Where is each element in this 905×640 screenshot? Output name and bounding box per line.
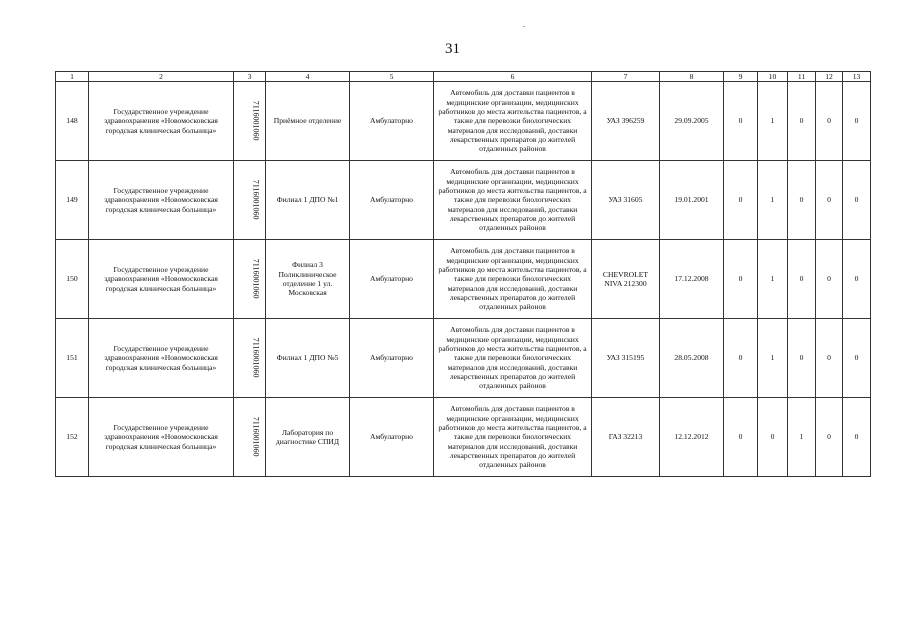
count-cell: 0 — [843, 161, 871, 240]
vehicle-purpose: Автомобиль для доставки пациентов в медицинские организации, медицинских работников до места жительства пациентов, а также для перевозки биологических материалов для исследований, доставки лекарственных препаратов до жителей отдаленных районов — [434, 398, 592, 477]
row-number: 152 — [56, 398, 89, 477]
count-cell: 0 — [843, 240, 871, 319]
subdivision: Лаборатория по диагностике СПИД — [266, 398, 350, 477]
column-number: 1 — [56, 72, 89, 82]
page-number: 31 — [445, 41, 460, 57]
subdivision: Приёмное отделение — [266, 82, 350, 161]
column-number: 10 — [758, 72, 788, 82]
count-cell: 0 — [724, 319, 758, 398]
column-number: 13 — [843, 72, 871, 82]
table-row — [56, 398, 871, 477]
care-form: Амбулаторно — [350, 82, 434, 161]
inn-code: 7116001060 — [251, 101, 261, 141]
table-row — [56, 82, 871, 161]
count-cell: 0 — [816, 319, 843, 398]
issue-date: 29.09.2005 — [660, 82, 724, 161]
count-cell: 0 — [788, 82, 816, 161]
vehicle-table — [55, 71, 871, 477]
vehicle-model: УАЗ 315195 — [592, 319, 660, 398]
subdivision: Филиал 1 ДПО №1 — [266, 161, 350, 240]
inn-code: 7116001060 — [251, 180, 261, 220]
count-cell: 1 — [758, 319, 788, 398]
inn-cell — [234, 319, 266, 398]
care-form: Амбулаторно — [350, 161, 434, 240]
organization-name: Государственное учреждение здравоохранения «Новомосковская городская клиническая больница» — [89, 240, 234, 319]
column-number: 2 — [89, 72, 234, 82]
column-number: 7 — [592, 72, 660, 82]
issue-date: 28.05.2008 — [660, 319, 724, 398]
count-cell: 1 — [758, 82, 788, 161]
table-row — [56, 240, 871, 319]
count-cell: 0 — [816, 398, 843, 477]
subdivision: Филиал 1 ДПО №5 — [266, 319, 350, 398]
column-number: 4 — [266, 72, 350, 82]
vehicle-model: CHEVROLET NIVA 212300 — [592, 240, 660, 319]
column-number: 11 — [788, 72, 816, 82]
issue-date: 17.12.2008 — [660, 240, 724, 319]
column-number: 6 — [434, 72, 592, 82]
organization-name: Государственное учреждение здравоохранения «Новомосковская городская клиническая больница» — [89, 82, 234, 161]
count-cell: 0 — [724, 240, 758, 319]
vehicle-model: УАЗ 396259 — [592, 82, 660, 161]
care-form: Амбулаторно — [350, 240, 434, 319]
count-cell: 0 — [816, 240, 843, 319]
column-number: 12 — [816, 72, 843, 82]
column-number: 3 — [234, 72, 266, 82]
count-cell: 0 — [724, 398, 758, 477]
column-number: 9 — [724, 72, 758, 82]
column-number: 5 — [350, 72, 434, 82]
column-number: 8 — [660, 72, 724, 82]
count-cell: 0 — [788, 319, 816, 398]
vehicle-purpose: Автомобиль для доставки пациентов в медицинские организации, медицинских работников до места жительства пациентов, а также для перевозки биологических материалов для исследований, доставки лекарственных препаратов до жителей отдаленных районов — [434, 319, 592, 398]
row-number: 149 — [56, 161, 89, 240]
inn-cell — [234, 240, 266, 319]
issue-date: 19.01.2001 — [660, 161, 724, 240]
top-mark: . — [523, 20, 525, 29]
inn-cell — [234, 398, 266, 477]
row-number: 151 — [56, 319, 89, 398]
count-cell: 0 — [843, 398, 871, 477]
inn-cell — [234, 161, 266, 240]
count-cell: 0 — [816, 82, 843, 161]
organization-name: Государственное учреждение здравоохранения «Новомосковская городская клиническая больница» — [89, 319, 234, 398]
issue-date: 12.12.2012 — [660, 398, 724, 477]
inn-code: 7116001060 — [251, 259, 261, 299]
count-cell: 0 — [816, 161, 843, 240]
row-number: 150 — [56, 240, 89, 319]
vehicle-purpose: Автомобиль для доставки пациентов в медицинские организации, медицинских работников до места жительства пациентов, а также для перевозки биологических материалов для исследований, доставки лекарственных препаратов до жителей отдаленных районов — [434, 240, 592, 319]
count-cell: 1 — [758, 240, 788, 319]
count-cell: 0 — [788, 240, 816, 319]
table-row — [56, 319, 871, 398]
count-cell: 0 — [788, 161, 816, 240]
count-cell: 1 — [788, 398, 816, 477]
vehicle-purpose: Автомобиль для доставки пациентов в медицинские организации, медицинских работников до места жительства пациентов, а также для перевозки биологических материалов для исследований, доставки лекарственных препаратов до жителей отдаленных районов — [434, 161, 592, 240]
count-cell: 0 — [843, 82, 871, 161]
care-form: Амбулаторно — [350, 398, 434, 477]
count-cell: 1 — [758, 161, 788, 240]
organization-name: Государственное учреждение здравоохранения «Новомосковская городская клиническая больница» — [89, 161, 234, 240]
row-number: 148 — [56, 82, 89, 161]
vehicle-model: ГАЗ 32213 — [592, 398, 660, 477]
count-cell: 0 — [724, 161, 758, 240]
care-form: Амбулаторно — [350, 319, 434, 398]
inn-cell — [234, 82, 266, 161]
count-cell: 0 — [843, 319, 871, 398]
inn-code: 7116001060 — [251, 417, 261, 457]
vehicle-purpose: Автомобиль для доставки пациентов в медицинские организации, медицинских работников до места жительства пациентов, а также для перевозки биологических материалов для исследований, доставки лекарственных препаратов до жителей отдаленных районов — [434, 82, 592, 161]
count-cell: 0 — [758, 398, 788, 477]
subdivision: Филиал 3 Поликлиническое отделение 1 ул. Московская — [266, 240, 350, 319]
vehicle-model: УАЗ 31605 — [592, 161, 660, 240]
inn-code: 7116001060 — [251, 338, 261, 378]
column-number-row — [56, 72, 871, 82]
table-row — [56, 161, 871, 240]
organization-name: Государственное учреждение здравоохранения «Новомосковская городская клиническая больница» — [89, 398, 234, 477]
count-cell: 0 — [724, 82, 758, 161]
